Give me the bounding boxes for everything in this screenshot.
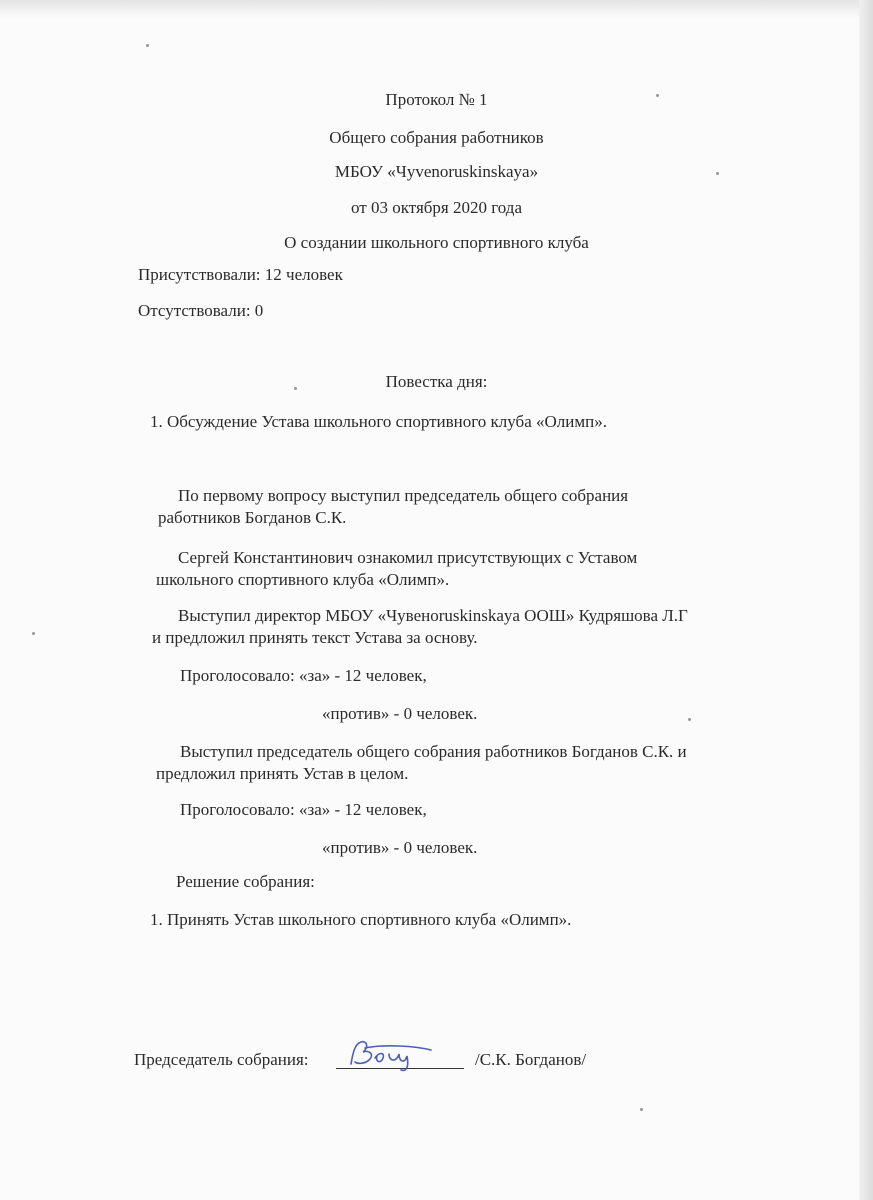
attendance-present: Присутствовали: 12 человек (138, 265, 343, 284)
scan-speck (32, 632, 35, 635)
decision-heading: Решение собрания: (176, 872, 315, 891)
vote-1-against: «против» - 0 человек. (322, 704, 478, 723)
paragraph-2-line-2: школьного спортивного клуба «Олимп». (156, 570, 450, 589)
protocol-date: от 03 октября 2020 года (351, 198, 522, 217)
scan-speck (640, 1108, 643, 1111)
vote-2-against: «против» - 0 человек. (322, 838, 478, 857)
scan-speck (716, 172, 719, 175)
attendance-absent: Отсутствовали: 0 (138, 301, 264, 320)
vote-1-for: Проголосовало: «за» - 12 человек, (180, 666, 427, 685)
paragraph-4-line-1: Выступил председатель общего собрания работников Богданов С.К. и (180, 742, 687, 761)
handwritten-signature (345, 1034, 435, 1074)
protocol-subtitle: Общего собрания работников (329, 128, 544, 147)
scan-speck (146, 44, 149, 47)
signature-label: Председатель собрания: (134, 1050, 309, 1069)
vote-2-for: Проголосовало: «за» - 12 человек, (180, 800, 427, 819)
agenda-heading: Повестка дня: (385, 372, 488, 391)
scan-shadow-top (0, 0, 873, 18)
scan-speck (294, 387, 297, 390)
scan-speck (688, 718, 691, 721)
scan-speck (656, 94, 659, 97)
organization-name: МБОУ «Чуvenoruskinskaya» (334, 162, 539, 181)
paragraph-4-line-2: предложил принять Устав в целом. (156, 764, 409, 783)
signatory-name: /С.К. Богданов/ (475, 1050, 587, 1069)
paragraph-1-line-1: По первому вопросу выступил председатель общего собрания (178, 486, 629, 505)
protocol-topic: О создании школьного спортивного клуба (284, 233, 589, 252)
paragraph-1-line-2: работников Богданов С.К. (158, 508, 347, 527)
paragraph-2-line-1: Сергей Константинович ознакомил присутствующих с Уставом (178, 548, 638, 567)
paragraph-3-line-1: Выступил директор МБОУ «Чувеноruskinskaya ООШ» Кудряшова Л.Г (178, 606, 688, 625)
protocol-title: Протокол № 1 (385, 90, 488, 109)
agenda-item: 1. Обсуждение Устава школьного спортивного клуба «Олимп». (150, 412, 607, 431)
decision-item: 1. Принять Устав школьного спортивного клуба «Олимп». (150, 910, 572, 929)
paragraph-3-line-2: и предложил принять текст Устава за основу. (152, 628, 478, 647)
